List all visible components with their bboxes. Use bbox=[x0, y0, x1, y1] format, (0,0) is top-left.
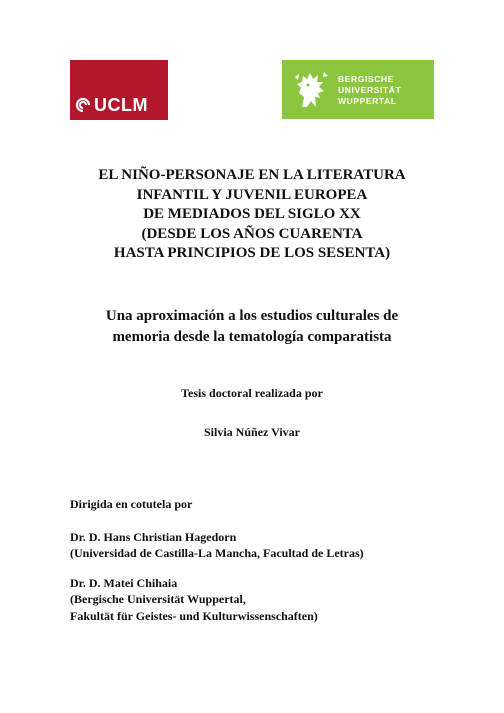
title-line: (DESDE LOS AÑOS CUARENTA bbox=[141, 225, 363, 242]
buw-logo-line: WUPPERTAL bbox=[338, 96, 397, 106]
supervisor-affiliation: Fakultät für Geistes- und Kulturwissenschaften) bbox=[70, 608, 318, 623]
supervision-block bbox=[70, 496, 490, 637]
buw-logo bbox=[282, 60, 434, 119]
uclm-logo bbox=[70, 60, 168, 120]
supervision-heading: Dirigida en cotutela por bbox=[70, 497, 193, 511]
supervisor-name: Dr. D. Hans Christian Hagedorn bbox=[70, 529, 237, 544]
title-line: INFANTIL Y JUVENIL EUROPEA bbox=[136, 186, 368, 203]
thesis-title bbox=[0, 166, 504, 264]
buw-logo-line: BERGISCHE bbox=[338, 74, 394, 84]
lion-emblem-icon bbox=[290, 67, 332, 111]
supervisor-affiliation: (Bergische Universität Wuppertal, bbox=[70, 592, 246, 606]
thesis-intro: Tesis doctoral realizada por bbox=[181, 386, 323, 400]
thesis-subtitle bbox=[0, 306, 504, 348]
title-line: DE MEDIADOS DEL SIGLO XX bbox=[143, 206, 361, 222]
title-line: EL NIÑO-PERSONAJE EN LA LITERATURA bbox=[98, 167, 406, 183]
supervisor-entry bbox=[70, 575, 490, 625]
supervisor-affiliation: (Universidad de Castilla-La Mancha, Facultad de Letras) bbox=[70, 546, 364, 560]
uclm-emblem-icon bbox=[75, 97, 91, 113]
subtitle-line: memoria desde la tematología comparatista bbox=[112, 329, 392, 345]
buw-logo-line: UNIVERSITÄT bbox=[338, 85, 402, 95]
author-name: Silvia Núñez Vivar bbox=[203, 425, 300, 439]
uclm-logo-text: UCLM bbox=[94, 95, 148, 115]
supervisor-name: Dr. D. Matei Chihaia bbox=[70, 575, 178, 590]
title-line: HASTA PRINCIPIOS DE LOS SESENTA) bbox=[113, 245, 391, 261]
subtitle-line: Una aproximación a los estudios culturales de bbox=[105, 308, 399, 324]
supervisor-entry bbox=[70, 529, 490, 562]
